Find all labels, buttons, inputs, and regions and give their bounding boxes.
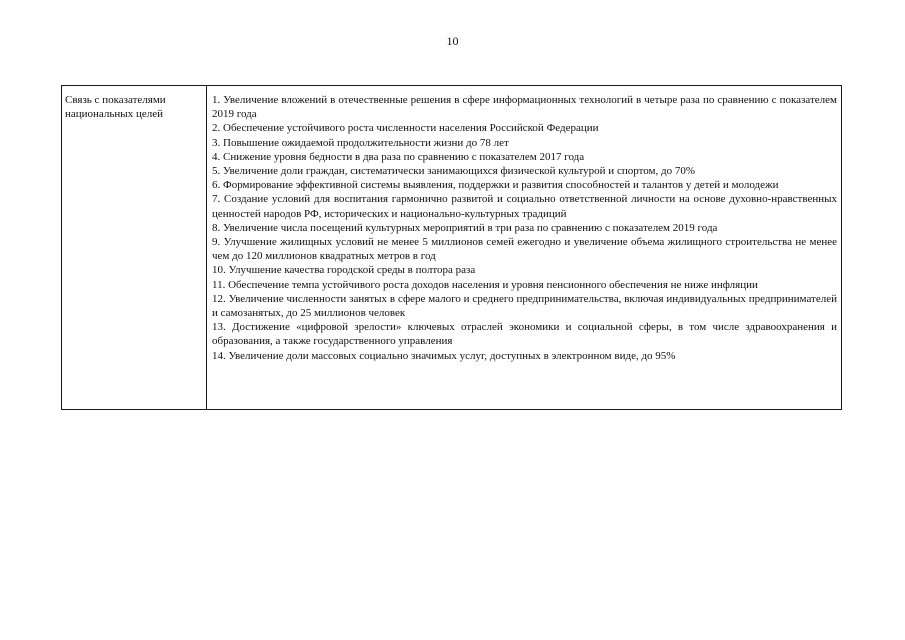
table-content-cell: [207, 86, 841, 409]
goal-item-3: 3. Повышение ожидаемой продолжительности жизни до 78 лет: [212, 136, 509, 149]
goal-item-6: 6. Формирование эффективной системы выявления, поддержки и развития способностей и талантов у детей и молодежи: [212, 179, 779, 192]
goal-item-11: 11. Обеспечение темпа устойчивого роста доходов населения и уровня пенсионного обеспечения не ниже инфляции: [212, 278, 758, 291]
goal-item-14: 14. Увеличение доли массовых социально значимых услуг, доступных в электронном виде, до 95%: [212, 349, 676, 362]
goal-item-5: 5. Увеличение доли граждан, систематически занимающихся физической культурой и спортом, до 70%: [212, 165, 695, 178]
table-label-cell: Связь с показателями национальных целей: [62, 86, 207, 409]
goal-item-13: 13. Достижение «цифровой зрелости» ключевых отраслей экономики и социальной сферы, в том числе здравоохранения и образования, а также государственного управления: [212, 321, 837, 348]
goal-item-7: 7. Создание условий для воспитания гармонично развитой и социально ответственной личности на основе духовно-нравственных ценностей народов РФ, исторических и национально-культурных традиций: [212, 193, 837, 220]
goal-item-9: 9. Улучшение жилищных условий не менее 5 миллионов семей ежегодно и увеличение объема жилищного строительства не менее чем до 120 миллионов квадратных метров в год: [212, 236, 837, 263]
goal-item-12: 12. Увеличение численности занятых в сфере малого и среднего предпринимательства, включая индивидуальных предпринимателей и самозанятых, до 25 миллионов человек: [212, 292, 837, 320]
goal-item-2: 2. Обеспечение устойчивого роста численности населения Российской Федерации: [212, 122, 599, 135]
goal-item-8: 8. Увеличение числа посещений культурных мероприятий в три раза по сравнению с показателем 2019 года: [212, 221, 718, 234]
goal-item-4: 4. Снижение уровня бедности в два раза по сравнению с показателем 2017 года: [212, 150, 585, 163]
national-goals-table: [61, 85, 842, 410]
goal-item-1: 1. Увеличение вложений в отечественные решения в сфере информационных технологий в четыре раза по сравнению с показателем 2019 года: [212, 94, 837, 121]
page-number: 10: [446, 34, 459, 48]
goal-item-10: 10. Улучшение качества городской среды в полтора раза: [212, 264, 476, 277]
